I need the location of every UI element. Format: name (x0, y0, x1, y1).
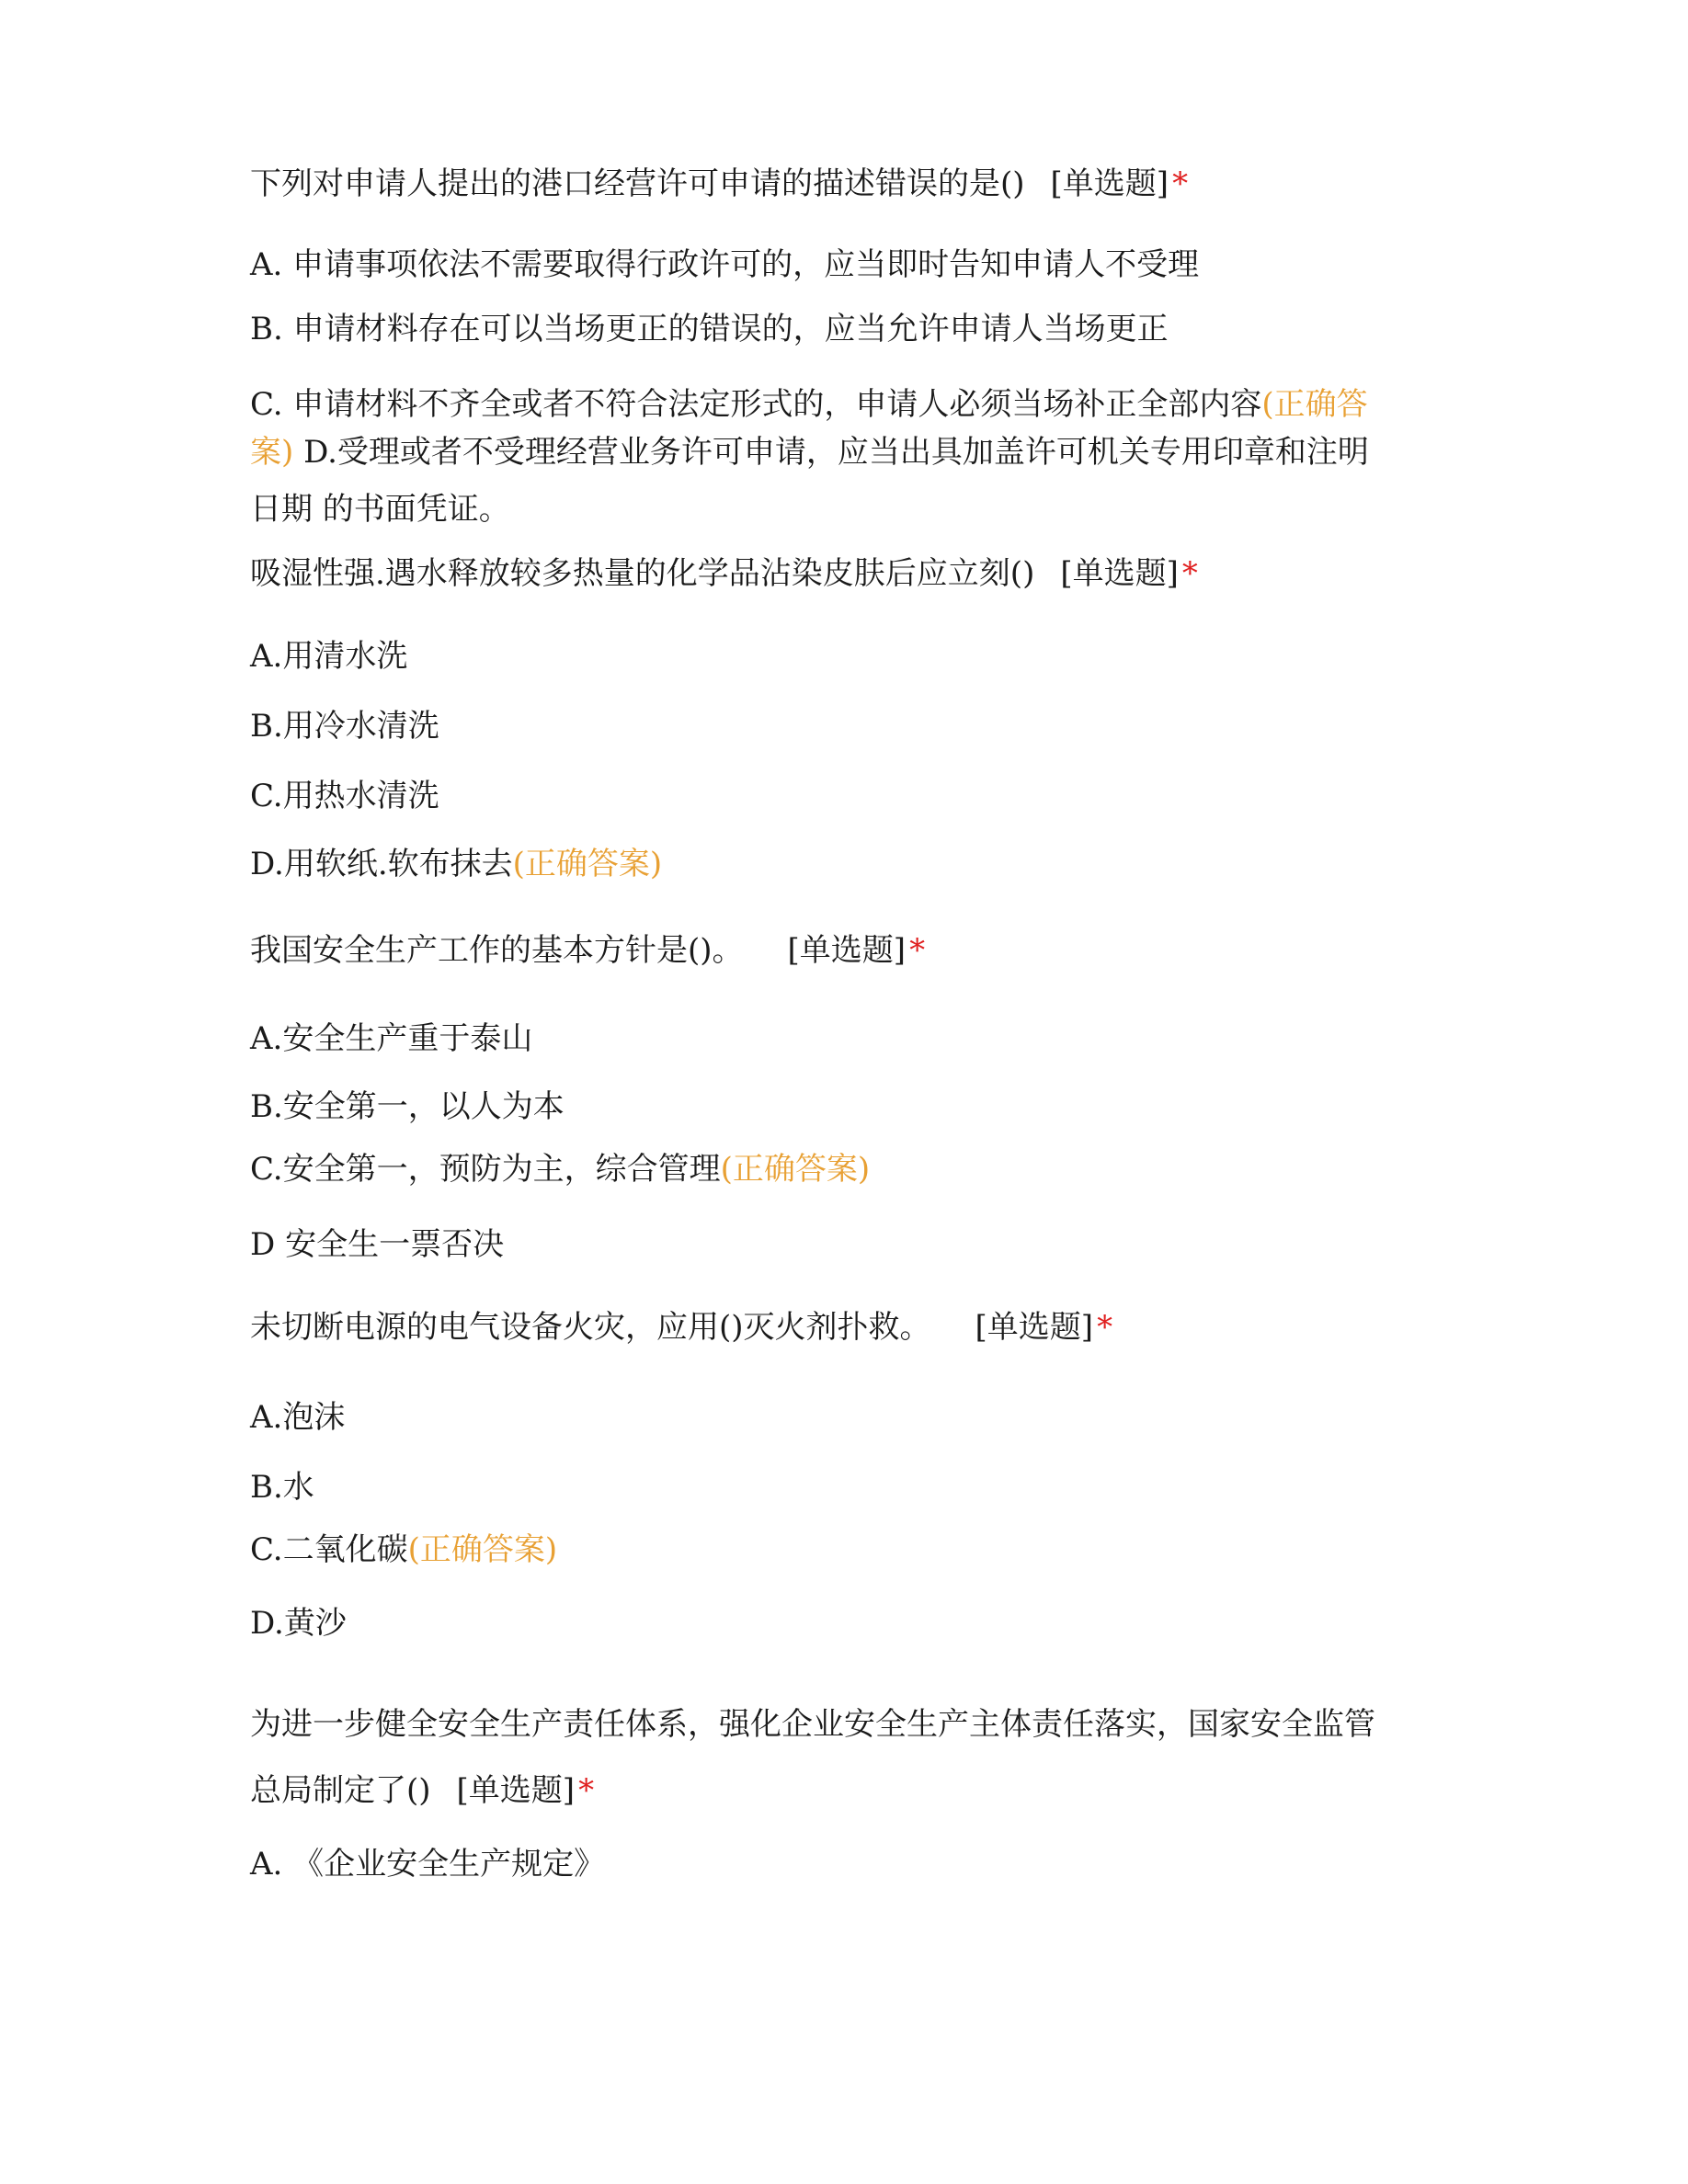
question-1-stem (250, 165, 1188, 202)
question-type-tag: [单选题] (1050, 165, 1169, 202)
required-mark: * (909, 932, 926, 969)
question-type-tag: [单选题] (975, 1309, 1094, 1346)
question-5-option-a: A. 《企业安全生产规定》 (250, 1846, 606, 1883)
question-text: 总局制定了() (250, 1772, 431, 1809)
question-text: 吸湿性强.遇水释放较多热量的化学品沾染皮肤后应立刻() (250, 555, 1035, 592)
question-5-stem-line2 (250, 1772, 594, 1809)
question-2-option-d (250, 846, 662, 882)
correct-answer-label: (正确答案) (512, 846, 663, 882)
question-1-option-d-line2: 日期 的书面凭证。 (250, 491, 510, 528)
question-text: 下列对申请人提出的港口经营许可申请的描述错误的是() (250, 165, 1025, 202)
question-2-option-c: C.用热水清洗 (250, 778, 439, 814)
question-3-stem (250, 932, 925, 969)
option-text: C.安全第一，预防为主，综合管理 (250, 1151, 721, 1188)
question-4-option-b: B.水 (250, 1469, 314, 1506)
question-2-stem (250, 555, 1198, 592)
question-3-option-c (250, 1151, 870, 1188)
question-1-option-d-line1 (250, 434, 1369, 471)
question-3-option-d: D 安全生一票否决 (250, 1226, 505, 1263)
option-text: C.二氧化碳 (250, 1531, 408, 1568)
question-3-option-b: B.安全第一，以人为本 (250, 1088, 565, 1125)
question-2-option-b: B.用冷水清洗 (250, 708, 439, 745)
question-type-tag: [单选题] (787, 932, 907, 969)
option-text: D.用软纸.软布抹去 (250, 846, 513, 882)
question-3-option-a: A.安全生产重于泰山 (250, 1020, 533, 1057)
question-4-option-d: D.黄沙 (250, 1605, 347, 1642)
question-5-stem-line1: 为进一步健全安全生产责任体系，强化企业安全生产主体责任落实，国家安全监管 (250, 1706, 1375, 1743)
correct-answer-label: (正确答案) (720, 1151, 871, 1188)
question-text: 我国安全生产工作的基本方针是()。 (250, 932, 744, 969)
correct-answer-label: (正确答案) (407, 1531, 558, 1568)
required-mark: * (1097, 1309, 1113, 1346)
question-4-option-c (250, 1531, 557, 1568)
option-text: D.受理或者不受理经营业务许可申请，应当出具加盖许可机关专用印章和注明 (293, 434, 1369, 471)
question-type-tag: [单选题] (1060, 555, 1179, 592)
question-1-option-b: B. 申请材料存在可以当场更正的错误的，应当允许申请人当场更正 (250, 311, 1169, 347)
question-4-option-a: A.泡沫 (250, 1399, 346, 1436)
question-1-option-c (250, 386, 1368, 423)
question-text: 未切断电源的电气设备火灾，应用()灭火剂扑救。 (250, 1309, 931, 1346)
required-mark: * (578, 1772, 595, 1809)
question-4-stem (250, 1309, 1112, 1346)
required-mark: * (1181, 555, 1198, 592)
correct-answer-label: (正确答 (1261, 386, 1368, 423)
question-type-tag: [单选题] (456, 1772, 576, 1809)
question-2-option-a: A.用清水洗 (250, 638, 408, 675)
question-1-option-a: A. 申请事项依法不需要取得行政许可的，应当即时告知申请人不受理 (250, 246, 1200, 283)
correct-answer-label: 案) (250, 434, 294, 471)
option-text: C. 申请材料不齐全或者不符合法定形式的，申请人必须当场补正全部内容 (250, 386, 1262, 423)
required-mark: * (1172, 165, 1189, 202)
